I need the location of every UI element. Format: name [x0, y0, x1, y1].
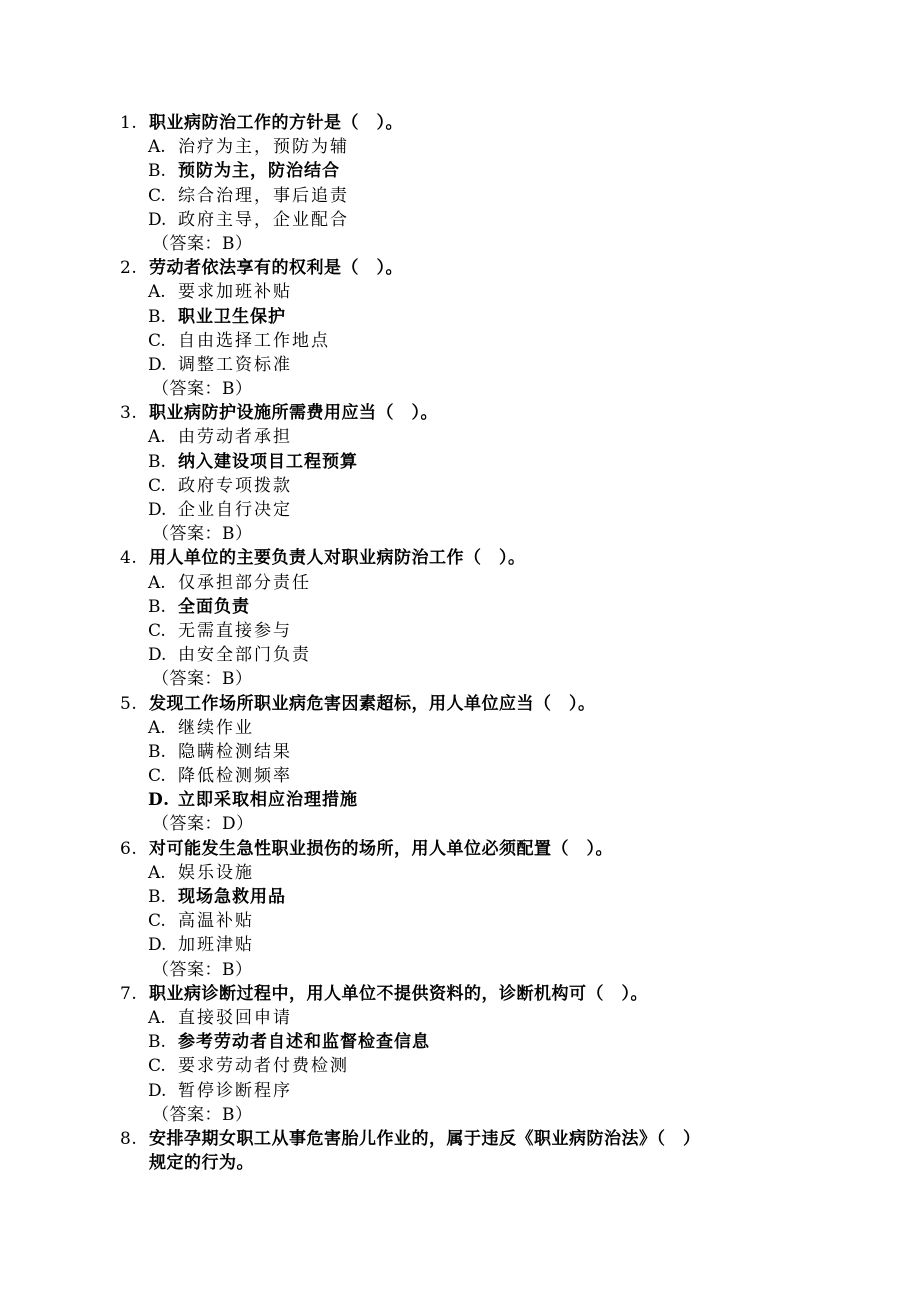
- option-b-correct: B. 现场急救用品: [148, 887, 286, 907]
- question-text: 用人单位的主要负责人对职业病防治工作（ ）。: [149, 548, 526, 569]
- question-1: [120, 111, 800, 135]
- question-number: 6.: [120, 838, 138, 859]
- answer-3: （答案：B）: [152, 524, 253, 545]
- question-4: [120, 546, 800, 570]
- option-d: D. 调整工资标准: [148, 354, 292, 375]
- option-c: C. 降低检测频率: [148, 766, 292, 787]
- question-8-continuation: 规定的行为。: [149, 1153, 254, 1174]
- option-d-correct: D. 立即采取相应治理措施: [148, 790, 358, 811]
- option-d: D. 由安全部门负责: [148, 645, 311, 666]
- option-d: D. 加班津贴: [148, 935, 254, 956]
- question-number: 5.: [120, 693, 138, 714]
- answer-5: （答案：D）: [152, 814, 254, 835]
- question-number: 4.: [120, 548, 138, 569]
- option-c: C. 高温补贴: [148, 911, 254, 932]
- answer-4: （答案：B）: [152, 669, 253, 690]
- question-2: [120, 256, 800, 280]
- question-number: 3.: [120, 403, 138, 424]
- question-8: [120, 1127, 800, 1151]
- option-d: D. 暂停诊断程序: [148, 1080, 292, 1101]
- option-a: A. 娱乐设施: [148, 862, 254, 883]
- question-6: [120, 837, 800, 861]
- option-a: A. 继续作业: [148, 717, 254, 738]
- question-number: 7.: [120, 983, 138, 1004]
- option-d: D. 企业自行决定: [148, 500, 292, 520]
- question-7: [120, 982, 800, 1006]
- question-number: 2.: [120, 258, 138, 279]
- question-text: 职业病防治工作的方针是（ ）。: [149, 113, 403, 133]
- option-b-correct: B. 纳入建设项目工程预算: [148, 451, 358, 472]
- question-text: 职业病防护设施所需费用应当（ ）。: [149, 403, 438, 424]
- answer-2: （答案：B）: [152, 379, 253, 400]
- option-b-correct: B. 全面负责: [148, 596, 250, 617]
- option-b: B. 隐瞒检测结果: [148, 741, 292, 762]
- option-d: D. 政府主导，企业配合: [148, 209, 349, 230]
- question-text: 对可能发生急性职业损伤的场所，用人单位必须配置（ ）。: [149, 838, 613, 859]
- option-a: A. 要求加班补贴: [148, 282, 292, 303]
- option-c: C. 自由选择工作地点: [148, 330, 330, 351]
- question-5: [120, 692, 800, 716]
- question-text: 职业病诊断过程中，用人单位不提供资料的，诊断机构可（ ）。: [149, 983, 648, 1004]
- option-c: C. 政府专项拨款: [148, 475, 292, 496]
- question-number: 8.: [120, 1128, 138, 1149]
- answer-1: （答案：B）: [152, 233, 253, 254]
- option-c: C. 要求劳动者付费检测: [148, 1056, 349, 1077]
- answer-7: （答案：B）: [152, 1104, 253, 1125]
- option-b-correct: B. 参考劳动者自述和监督检查信息: [148, 1032, 430, 1053]
- question-text: 劳动者依法享有的权利是（ ）。: [149, 258, 403, 279]
- option-a: A. 由劳动者承担: [148, 427, 292, 448]
- question-text: 发现工作场所职业病危害因素超标，用人单位应当（ ）。: [149, 693, 596, 714]
- question-3: [120, 401, 800, 425]
- option-c: C. 无需直接参与: [148, 620, 292, 641]
- option-a: A. 仅承担部分责任: [148, 572, 311, 593]
- option-a: A. 直接驳回申请: [148, 1007, 292, 1028]
- option-a: A. 治疗为主，预防为辅: [148, 137, 349, 158]
- answer-6: （答案：B）: [152, 959, 253, 980]
- option-b-correct: B. 预防为主，防治结合: [148, 161, 340, 182]
- quiz-list: [120, 111, 800, 1175]
- option-c: C. 综合治理，事后追责: [148, 185, 349, 206]
- option-b-correct: B. 职业卫生保护: [148, 306, 286, 327]
- question-number: 1.: [120, 113, 138, 133]
- question-text: 安排孕期女职工从事危害胎儿作业的，属于违反《职业病防治法》（ ）: [149, 1128, 701, 1149]
